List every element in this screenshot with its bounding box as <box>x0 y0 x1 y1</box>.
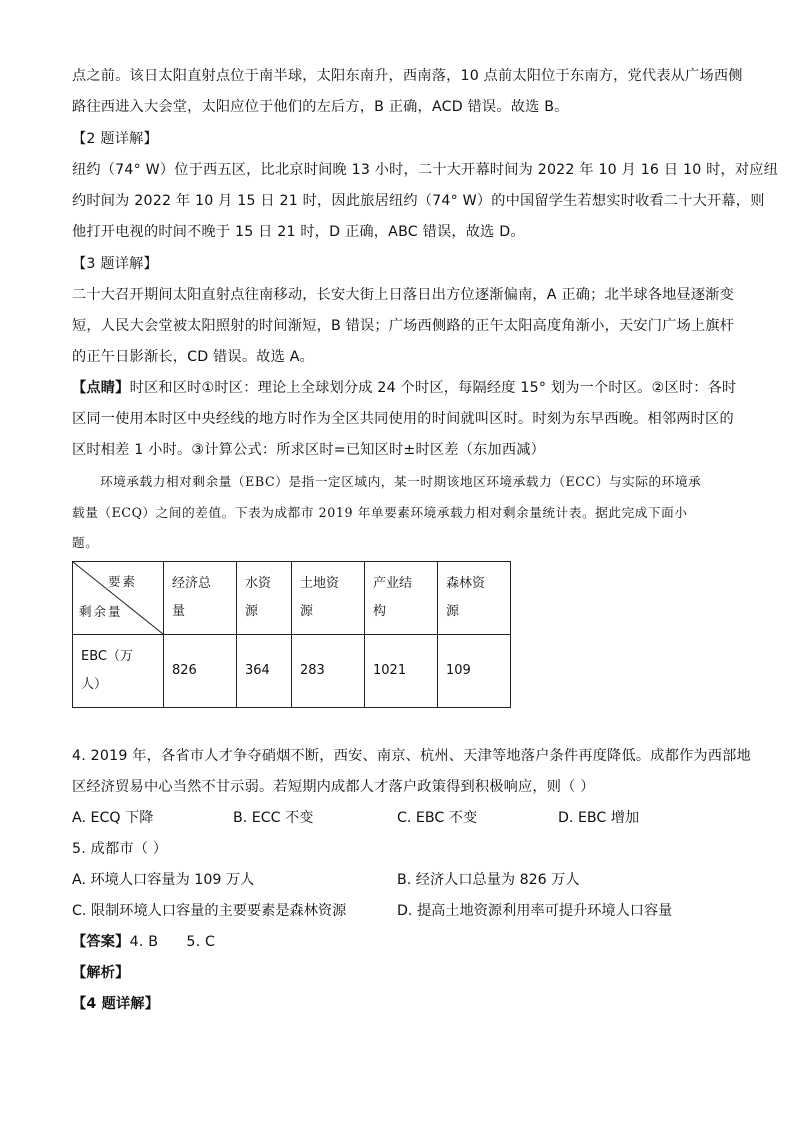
paragraph-line: 区时相差 1 小时。③计算公式：所求区时=已知区时±时区差（东加西减） <box>72 442 545 458</box>
answer-label: 【答案】 <box>72 934 130 950</box>
paragraph-line: 约时间为 2022 年 10 月 15 日 21 时，因此旅居纽约（74° W）的中国留学生若想实时收看二十大开幕，则 <box>72 193 765 209</box>
q5-option-d: D. 提高土地资源利用率可提升环境人口容量 <box>397 903 673 919</box>
intro-line: 载量（ECQ）之间的差值。下表为成都市 2019 年单要素环境承载力相对剩余量统计表。据此完成下面小 <box>72 505 688 520</box>
paragraph-line: 路往西进入大会堂，太阳应位于他们的左后方，B 正确，ACD 错误。故选 B。 <box>72 99 569 115</box>
paragraph-line: 的正午日影渐长，CD 错误。故选 A。 <box>72 349 314 365</box>
tip-label: 【点睛】 <box>72 380 130 396</box>
q4-stem-line: 4. 2019 年，各省市人才争夺硝烟不断，西安、南京、杭州、天津等地落户条件再度降低。成都作为西部地 <box>72 748 751 764</box>
answer-text: 4. B 5. C <box>129 934 216 950</box>
paragraph-line: 区同一使用本时区中央经线的地方时作为全区共同使用的时间就叫区时。时刻为东早西晚。相邻两时区的 <box>72 411 734 427</box>
section-heading-q3: 【3 题详解】 <box>72 256 158 272</box>
table-cell: 364 <box>237 635 292 708</box>
table-row-label: EBC（万 人） <box>73 635 164 708</box>
table-row <box>73 635 511 708</box>
table-cell: 109 <box>438 635 511 708</box>
q5-option-a: A. 环境人口容量为 109 万人 <box>72 872 255 888</box>
paragraph-line: 点之前。该日太阳直射点位于南半球，太阳东南升，西南落，10 点前太阳位于东南方，党代表从广场西侧 <box>72 68 743 84</box>
table-cell: 826 <box>164 635 237 708</box>
table-header-row <box>73 562 511 635</box>
ebc-table <box>72 561 511 708</box>
paragraph-line: 二十大召开期间太阳直射点往南移动，长安大街上日落日出方位逐渐偏南，A 正确；北半球各地昼逐渐变 <box>72 287 735 303</box>
q5-stem: 5. 成都市（ ） <box>72 841 168 857</box>
table-header-cell: 森林资 源 <box>438 562 511 635</box>
answer-line <box>72 932 732 952</box>
intro-line: 环境承载力相对剩余量（EBC）是指一定区域内，某一时期该地区环境承载力（ECC）与实际的环境承 <box>100 474 702 489</box>
corner-label-top: 要素 <box>107 574 137 589</box>
tip-text: 时区和区时①时区：理论上全球划分成 24 个时区，每隔经度 15° 划为一个时区。②区时：各时 <box>129 380 737 396</box>
q4-option-d: D. EBC 增加 <box>558 810 640 826</box>
table-header-cell: 产业结 构 <box>365 562 438 635</box>
table-header-cell: 水资 源 <box>237 562 292 635</box>
table-cell: 283 <box>292 635 365 708</box>
section-heading-q2: 【2 题详解】 <box>72 131 158 147</box>
q4-option-a: A. ECQ 下降 <box>72 810 154 826</box>
table-header-cell: 经济总 量 <box>164 562 237 635</box>
table-header-cell: 土地资 源 <box>292 562 365 635</box>
tip-line <box>72 378 737 398</box>
corner-label-bottom: 剩余量 <box>79 604 123 619</box>
section-heading-q4: 【4 题详解】 <box>72 996 160 1012</box>
q4-option-b: B. ECC 不变 <box>233 810 314 826</box>
table-cell: 1021 <box>365 635 438 708</box>
paragraph-line: 他打开电视的时间不晚于 15 日 21 时，D 正确，ABC 错误，故选 D。 <box>72 224 525 240</box>
paragraph-line: 短，人民大会堂被太阳照射的时间渐短，B 错误；广场西侧路的正午太阳高度角渐小，天安门广场上旗杆 <box>72 318 735 334</box>
paragraph-line: 纽约（74° W）位于西五区，比北京时间晚 13 小时，二十大开幕时间为 2022 年 10 月 16 日 10 时，对应纽 <box>72 162 779 178</box>
intro-line: 题。 <box>72 535 99 550</box>
q5-option-b: B. 经济人口总量为 826 万人 <box>397 872 580 888</box>
q4-stem-line: 区经济贸易中心当然不甘示弱。若短期内成都人才落户政策得到积极响应，则（ ） <box>72 779 595 795</box>
q5-option-c: C. 限制环境人口容量的主要要素是森林资源 <box>72 903 347 919</box>
q4-option-c: C. EBC 不变 <box>397 810 478 826</box>
table-corner-cell <box>73 562 164 635</box>
analysis-label: 【解析】 <box>72 965 130 981</box>
